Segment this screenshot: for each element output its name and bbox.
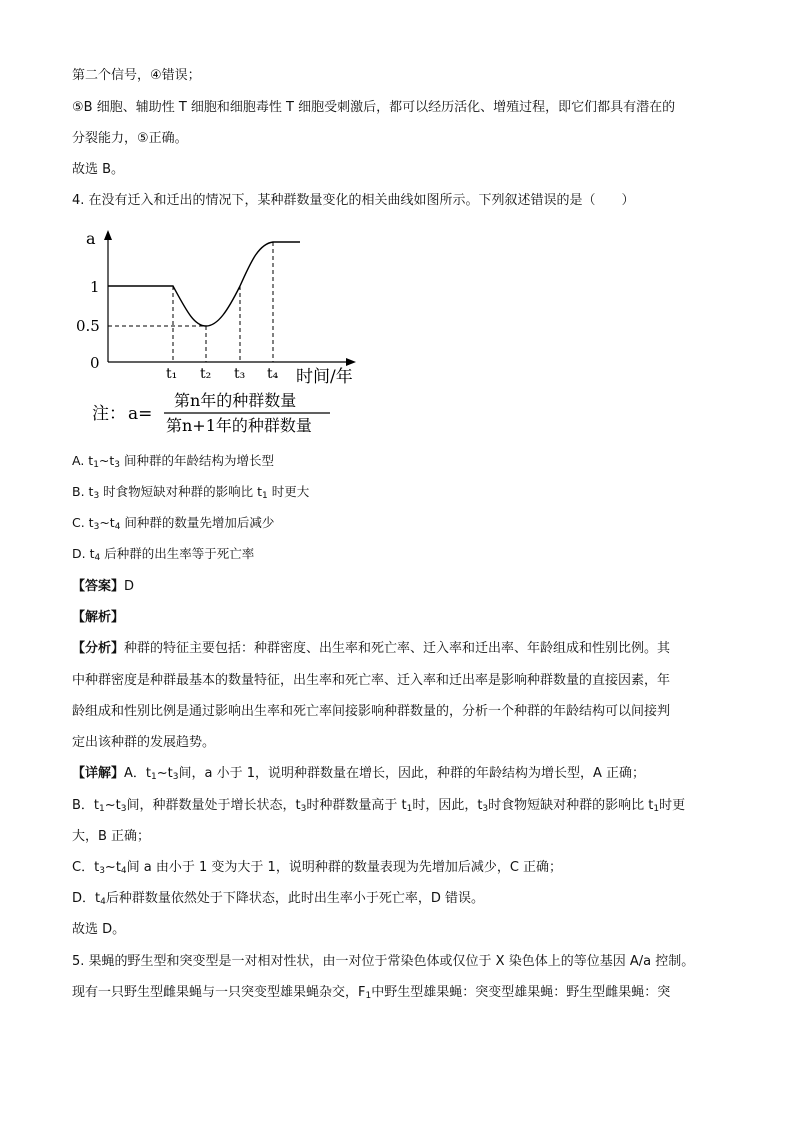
x-tick-label: t₃	[234, 366, 246, 382]
analysis-line: 中种群密度是种群最基本的数量特征，出生率和死亡率、迁入率和迁出率是影响种群数量的直接因素，年	[72, 673, 671, 688]
option-b: B. $t_3$ 时食物短缺对种群的影响比 $t_1$ 时更大	[72, 484, 310, 501]
detail-line-a: 【详解】A．$t_1\sim t_3$间，a 小于 1，说明种群数量在增长，因此，种群的年龄结构为增长型，A 正确；	[72, 766, 646, 782]
y-axis-label: a	[86, 229, 96, 248]
detail-line-b: B．$t_1\sim t_3$间，种群数量处于增长状态，$t_3$时种群数量高于 $t_1$时，因此，$t_3$时食物短缺对种群的影响比 $t_1$时更	[72, 798, 686, 814]
option-c: C. $t_3\sim t_4$ 间种群的数量先增加后减少	[72, 515, 275, 532]
y-axis-arrow	[104, 230, 112, 240]
note-a: a=	[128, 404, 153, 424]
population-curve-figure	[72, 226, 372, 441]
note-denominator: 第n+1年的种群数量	[166, 416, 312, 435]
answer-value: D	[124, 579, 135, 594]
y-tick-label: 0.5	[76, 317, 100, 335]
detail-line-b2: 大，B 正确；	[72, 829, 151, 844]
analysis-heading: 【解析】	[72, 610, 125, 625]
option-a: A. $t_1\sim t_3$ 间种群的年龄结构为增长型	[72, 453, 275, 470]
question-4: 4. 在没有迁入和迁出的情况下，某种群数量变化的相关曲线如图所示。下列叙述错误的是（ ）	[72, 193, 635, 208]
text-line: 第二个信号，④错误；	[72, 68, 201, 83]
data-curve	[108, 242, 300, 326]
analysis-line: 【分析】种群的特征主要包括：种群密度、出生率和死亡率、迁入率和迁出率、年龄组成和性别比例。其	[72, 641, 671, 656]
analysis-line: 龄组成和性别比例是通过影响出生率和死亡率间接影响种群数量的，分析一个种群的年龄结构可以间接判	[72, 704, 671, 719]
x-tick-label: t₄	[267, 366, 279, 382]
detail-line-d: D．$t_4$后种群数量依然处于下降状态，此时出生率小于死亡率，D 错误。	[72, 891, 484, 907]
text-line: ⑤B 细胞、辅助性 T 细胞和细胞毒性 T 细胞受刺激后，都可以经历活化、增殖过程，即它们都具有潜在的	[72, 100, 676, 115]
detail-line-c: C．$t_3\sim t_4$间 a 由小于 1 变为大于 1，说明种群的数量表现为先增加后减少，C 正确；	[72, 860, 563, 876]
x-axis-label: 时间/年	[296, 367, 353, 387]
answer-line	[72, 578, 134, 596]
analysis-line: 定出该种群的发展趋势。	[72, 735, 216, 750]
text-line: 故选 B。	[72, 162, 125, 177]
x-tick-label: t₂	[200, 366, 212, 382]
y-tick-label: 0	[90, 354, 100, 372]
answer-tag: 【答案】	[72, 579, 125, 594]
note-numerator: 第n年的种群数量	[174, 391, 297, 410]
option-d: D. $t_4$ 后种群的出生率等于死亡率	[72, 546, 255, 563]
note-label: 注：	[92, 404, 126, 424]
question-5-line: 5. 果蝇的野生型和突变型是一对相对性状，由一对位于常染色体或仅位于 X 染色体上的等位基因 A/a 控制。	[72, 954, 695, 969]
x-tick-label: t₁	[166, 366, 178, 382]
question-5-line: 现有一只野生型雌果蝇与一只突变型雄果蝇杂交，$F_1$中野生型雄果蝇：突变型雄果蝇：野生型雌果蝇：突	[72, 985, 671, 1001]
x-axis-arrow	[346, 358, 356, 366]
detail-conclusion: 故选 D。	[72, 922, 126, 937]
y-tick-label: 1	[90, 278, 100, 296]
text-line: 分裂能力，⑤正确。	[72, 131, 188, 146]
